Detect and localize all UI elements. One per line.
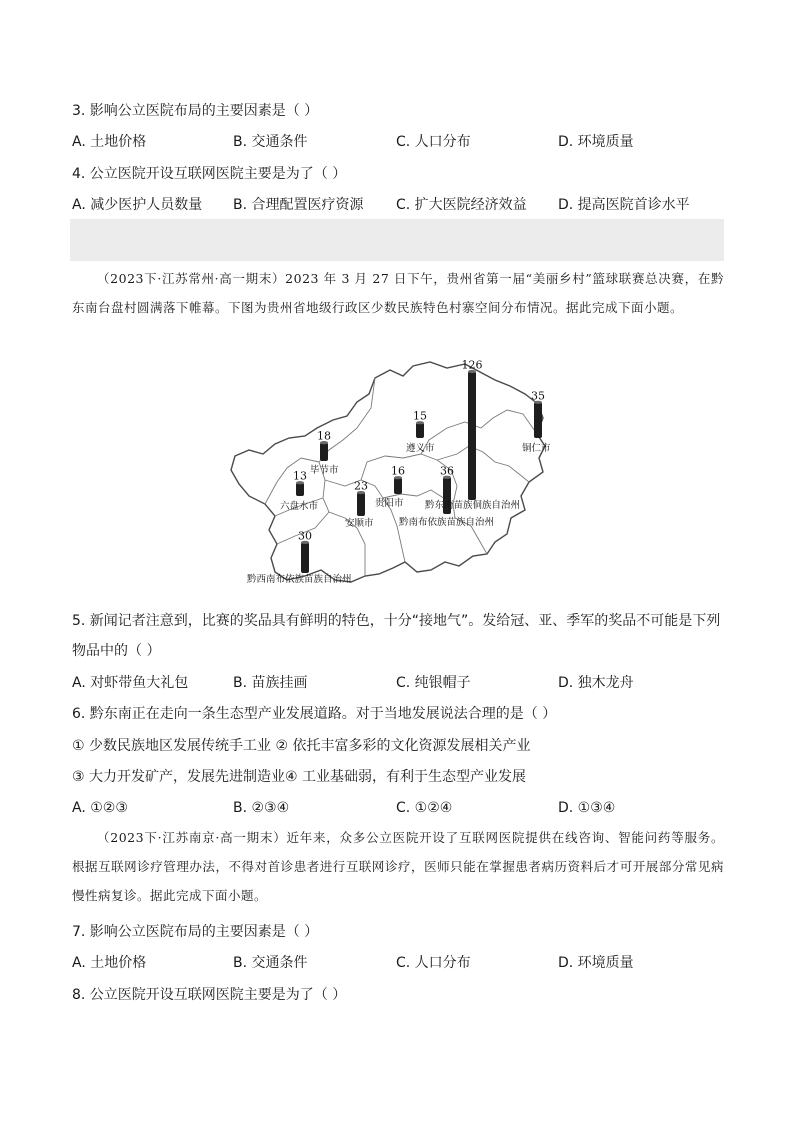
q6-stem: 6. 黔东南正在走向一条生态型产业发展道路。对于当地发展说法合理的是（ ）	[72, 706, 557, 722]
bar-value-label-5: 23	[354, 479, 368, 493]
q3-option-c: C. 人口分布	[396, 134, 471, 150]
q7-option-d: D. 环境质量	[558, 955, 634, 971]
label-qiandongnan: 黔东南苗族侗族自治州	[425, 500, 521, 511]
bar-1	[534, 402, 542, 438]
q4-option-d: D. 提高医院首诊水平	[558, 197, 690, 213]
label-qianxinan: 黔西南布依族苗族自治州	[247, 574, 352, 585]
q4-stem: 4. 公立医院开设互联网医院主要是为了（ ）	[72, 166, 347, 182]
label-bijie: 毕节市	[310, 465, 339, 476]
label-guiyang: 贵阳市	[375, 498, 404, 509]
q6-items-line2: ③ 大力开发矿产，发展先进制造业④ 工业基础弱，有利于生态型产业发展	[72, 769, 527, 785]
province-outline	[231, 362, 545, 582]
label-liupanshui: 六盘水市	[280, 501, 319, 512]
q7-stem: 7. 影响公立医院布局的主要因素是（ ）	[72, 924, 319, 940]
bar-value-label-6: 126	[461, 358, 483, 372]
q3-stem: 3. 影响公立医院布局的主要因素是（ ）	[72, 103, 319, 119]
bar-value-label-4: 16	[391, 464, 405, 478]
q3-option-b: B. 交通条件	[233, 134, 308, 150]
q4-option-a: A. 减少医护人员数量	[72, 197, 203, 213]
q6-option-b: B. ②③④	[233, 800, 290, 816]
bar-value-label-3: 13	[293, 469, 307, 483]
q3-option-a: A. 土地价格	[72, 134, 147, 150]
q4-option-c: C. 扩大医院经济效益	[396, 197, 527, 213]
bar-8	[301, 542, 309, 573]
bar-value-label-1: 35	[531, 389, 545, 403]
label-zunyi: 遵义市	[406, 443, 435, 454]
guizhou-village-map	[225, 358, 560, 593]
bar-0	[416, 423, 424, 438]
q4-option-b: B. 合理配置医疗资源	[233, 197, 364, 213]
q3-option-d: D. 环境质量	[558, 134, 634, 150]
q5-option-d: D. 独木龙舟	[558, 675, 634, 691]
bar-value-label-8: 30	[298, 529, 312, 543]
q5-option-b: B. 苗族挂画	[233, 675, 308, 691]
q7-option-c: C. 人口分布	[396, 955, 471, 971]
q5-option-a: A. 对虾带鱼大礼包	[72, 675, 189, 691]
bar-5	[357, 493, 365, 516]
bar-value-label-0: 15	[413, 409, 427, 423]
q6-option-a: A. ①②③	[72, 800, 128, 816]
q5-option-c: C. 纯银帽子	[396, 675, 471, 691]
q5-stem-line2: 物品中的（ ）	[72, 643, 161, 659]
section-divider	[70, 219, 724, 261]
q7-option-a: A. 土地价格	[72, 955, 147, 971]
label-tongren: 铜仁市	[522, 443, 551, 454]
q6-option-d: D. ①③④	[558, 800, 616, 816]
passage-1: （2023下·江苏常州·高一期末）2023 年 3 月 27 日下午，贵州省第一届“美丽乡村”篮球联赛总决赛，在黔东南台盘村圆满落下帷幕。下图为贵州省地级行政区少数民族特色村寨空间分布情况。据此完成下面小题。	[72, 271, 724, 315]
q6-items-line1: ① 少数民族地区发展传统手工业 ② 依托丰富多彩的文化资源发展相关产业	[72, 738, 531, 754]
bar-value-label-7: 36	[440, 464, 454, 478]
label-anshun: 安顺市	[345, 518, 374, 529]
bar-2	[320, 443, 328, 461]
q8-stem: 8. 公立医院开设互联网医院主要是为了（ ）	[72, 987, 347, 1003]
bar-6	[468, 371, 476, 500]
q6-option-c: C. ①②④	[396, 800, 453, 816]
q7-option-b: B. 交通条件	[233, 955, 308, 971]
bar-value-label-2: 18	[317, 429, 331, 443]
bar-3	[296, 483, 304, 496]
bar-4	[394, 478, 402, 494]
label-qiannan: 黔南布依族苗族自治州	[399, 517, 495, 528]
passage-2: （2023下·江苏南京·高一期末）近年来，众多公立医院开设了互联网医院提供在线咨询、智能问药等服务。根据互联网诊疗管理办法，不得对首诊患者进行互联网诊疗，医师只能在掌握患者病历资料后才可开展部分常见病慢性病复诊。据此完成下面小题。	[72, 830, 724, 903]
q5-stem-line1: 5. 新闻记者注意到，比赛的奖品具有鲜明的特色，十分“接地气”。发给冠、亚、季军的奖品不可能是下列	[72, 613, 721, 629]
